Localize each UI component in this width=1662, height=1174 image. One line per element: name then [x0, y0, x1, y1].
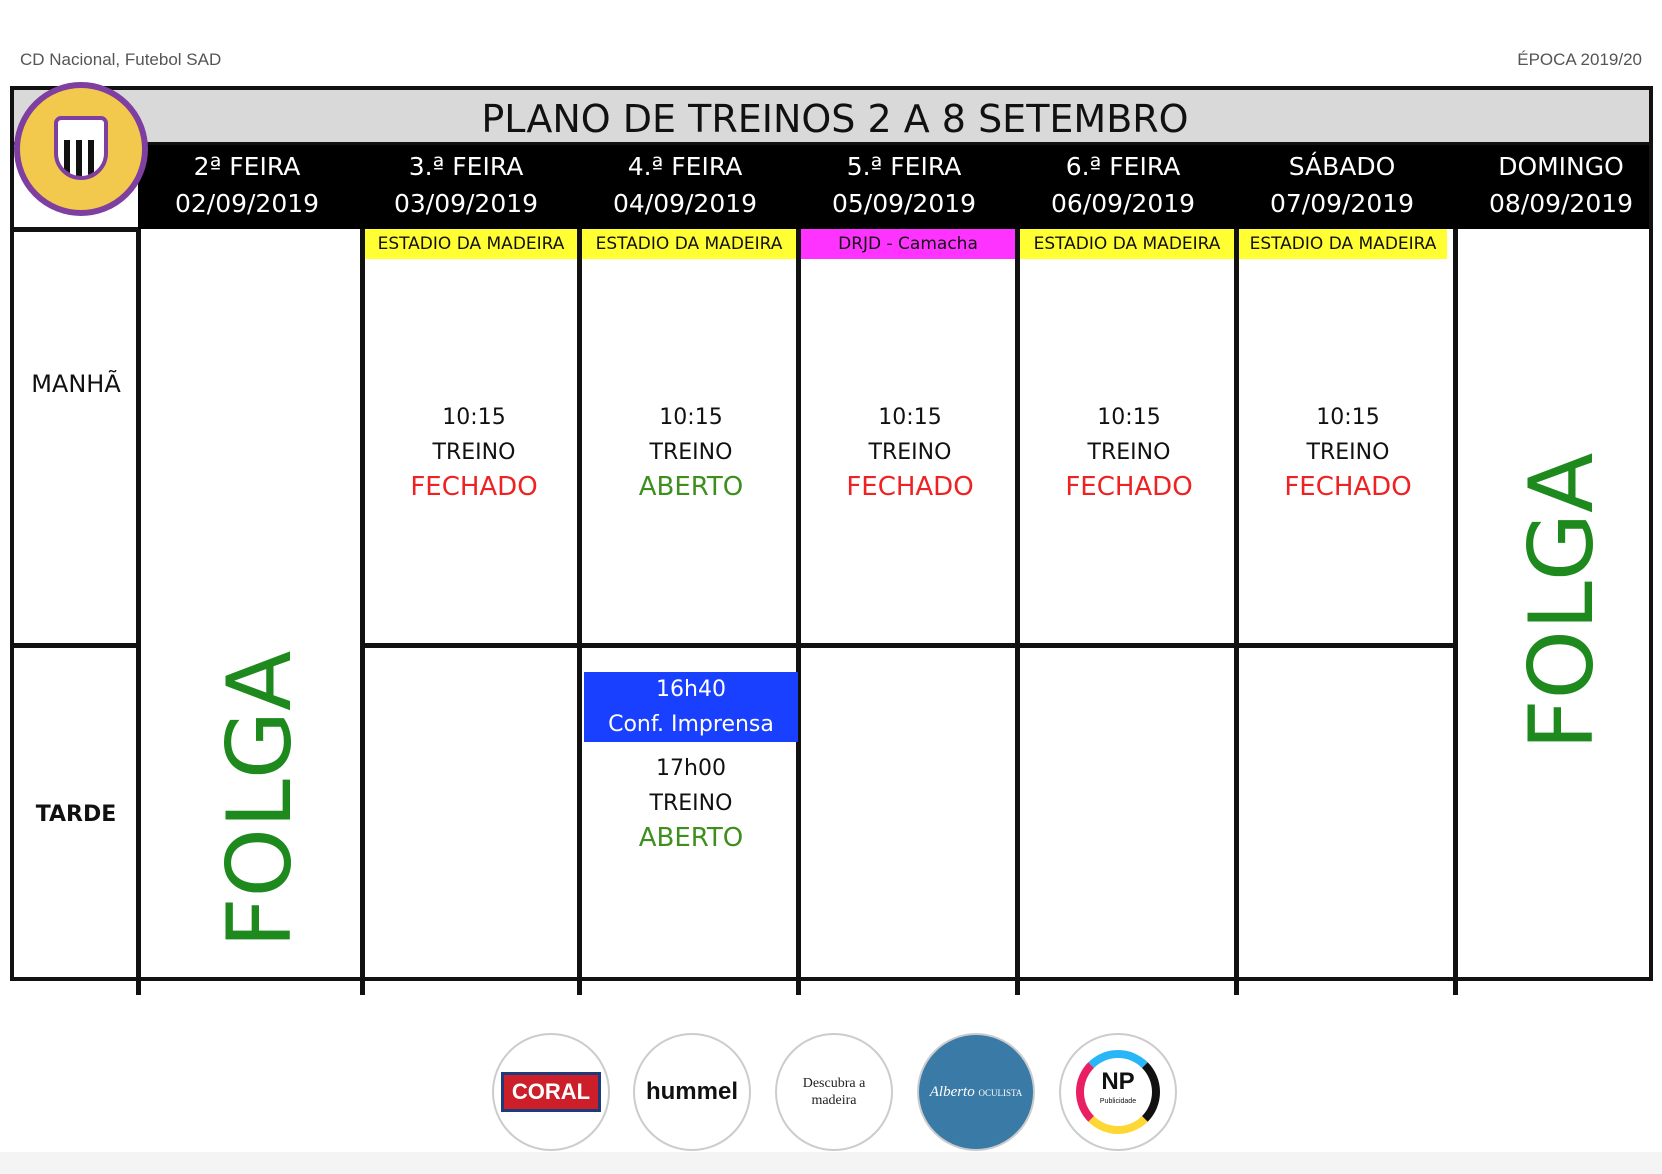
rest-day-mon: FOLGA	[208, 650, 311, 948]
grid-line	[14, 643, 138, 648]
sponsor-np-text: NP	[1101, 1068, 1135, 1095]
day-date: 04/09/2019	[612, 189, 758, 218]
day-name: 3.ª FEIRA	[408, 152, 524, 181]
day-name: 4.ª FEIRA	[627, 152, 743, 181]
club-logo	[14, 82, 148, 216]
day-date: 07/09/2019	[1269, 189, 1415, 218]
season-label: ÉPOCA 2019/20	[1517, 50, 1642, 69]
day-header-tue	[359, 148, 573, 228]
day-header-fri	[1016, 148, 1230, 228]
session-tue-morning	[367, 400, 581, 505]
day-header-thu	[797, 148, 1011, 228]
venue-sat: ESTADIO DA MADEIRA	[1239, 229, 1447, 259]
sponsor-descubra-line1: Descubra a	[802, 1076, 866, 1091]
row-label-afternoon: TARDE	[35, 802, 117, 827]
row-label-morning: MANHÃ	[31, 370, 121, 398]
session-status: FECHADO	[1284, 472, 1412, 502]
day-name: SÁBADO	[1288, 152, 1396, 181]
session-time: 10:15	[1316, 405, 1380, 430]
sponsor-hummel-logo	[633, 1033, 751, 1151]
session-status: FECHADO	[846, 472, 974, 502]
day-date: 06/09/2019	[1050, 189, 1196, 218]
grid-line	[1234, 229, 1239, 995]
day-date: 03/09/2019	[393, 189, 539, 218]
session-status: ABERTO	[638, 823, 744, 853]
session-time: 10:15	[878, 405, 942, 430]
day-name: DOMINGO	[1498, 152, 1624, 181]
venue-thu: DRJD - Camacha	[801, 229, 1015, 259]
press-conference	[584, 672, 798, 742]
session-wed-morning	[584, 400, 798, 505]
day-header-sat	[1235, 148, 1449, 228]
press-time: 16h40	[656, 677, 726, 702]
session-label: TREINO	[868, 440, 952, 465]
page-title: PLANO DE TREINOS 2 A 8 SETEMBRO	[481, 97, 1189, 141]
day-name: 6.ª FEIRA	[1065, 152, 1181, 181]
session-fri-morning	[1022, 400, 1236, 505]
session-label: TREINO	[1087, 440, 1171, 465]
day-header-mon	[140, 148, 354, 228]
session-thu-morning	[803, 400, 1017, 505]
day-header-wed	[578, 148, 792, 228]
day-name: 2ª FEIRA	[193, 152, 301, 181]
sponsor-np-sub: Publicidade	[1099, 1098, 1137, 1105]
sponsor-coral-logo	[492, 1033, 610, 1151]
sponsor-alberto-text	[930, 1084, 1023, 1101]
np-ring-icon	[1076, 1050, 1160, 1134]
sponsor-np-logo	[1059, 1033, 1177, 1151]
session-wed-afternoon	[584, 751, 798, 856]
venue-wed: ESTADIO DA MADEIRA	[582, 229, 796, 259]
session-time: 10:15	[1097, 405, 1161, 430]
sponsor-descubra-text	[803, 1075, 866, 1109]
session-label: TREINO	[649, 791, 733, 816]
day-header-sun	[1454, 148, 1662, 228]
venue-fri: ESTADIO DA MADEIRA	[1020, 229, 1234, 259]
sponsor-alberto-logo	[917, 1033, 1035, 1151]
sponsor-alberto-sub: OCULISTA	[978, 1087, 1023, 1098]
venue-tue: ESTADIO DA MADEIRA	[365, 229, 577, 259]
sponsor-alberto-name: Alberto	[929, 1083, 975, 1100]
grid-line	[360, 643, 1455, 648]
session-label: TREINO	[1306, 440, 1390, 465]
sponsor-coral-text: CORAL	[501, 1072, 601, 1112]
grid-line	[136, 229, 141, 995]
day-date: 08/09/2019	[1488, 189, 1634, 218]
session-status: FECHADO	[410, 472, 538, 502]
session-time: 17h00	[656, 756, 726, 781]
session-label: TREINO	[432, 440, 516, 465]
footer-strip	[0, 1152, 1662, 1174]
grid-line	[796, 229, 801, 995]
session-status: FECHADO	[1065, 472, 1193, 502]
sponsor-descubra-line2: madeira	[811, 1093, 857, 1108]
sponsor-hummel-text: hummel	[645, 1078, 738, 1105]
day-date: 02/09/2019	[174, 189, 320, 218]
session-status: ABERTO	[638, 472, 744, 502]
grid-line	[14, 227, 138, 232]
grid-line	[1015, 229, 1020, 995]
grid-line	[360, 229, 365, 995]
press-label: Conf. Imprensa	[608, 712, 774, 737]
club-name: CD Nacional, Futebol SAD	[20, 50, 222, 69]
session-time: 10:15	[659, 405, 723, 430]
sponsor-descubra-logo	[775, 1033, 893, 1151]
day-date: 05/09/2019	[831, 189, 977, 218]
session-label: TREINO	[649, 440, 733, 465]
rest-day-sun: FOLGA	[1510, 452, 1613, 750]
session-sat-morning	[1241, 400, 1455, 505]
grid-line	[1453, 229, 1458, 995]
day-name: 5.ª FEIRA	[846, 152, 962, 181]
shield-icon	[54, 116, 108, 180]
session-time: 10:15	[442, 405, 506, 430]
grid-line	[577, 229, 582, 995]
